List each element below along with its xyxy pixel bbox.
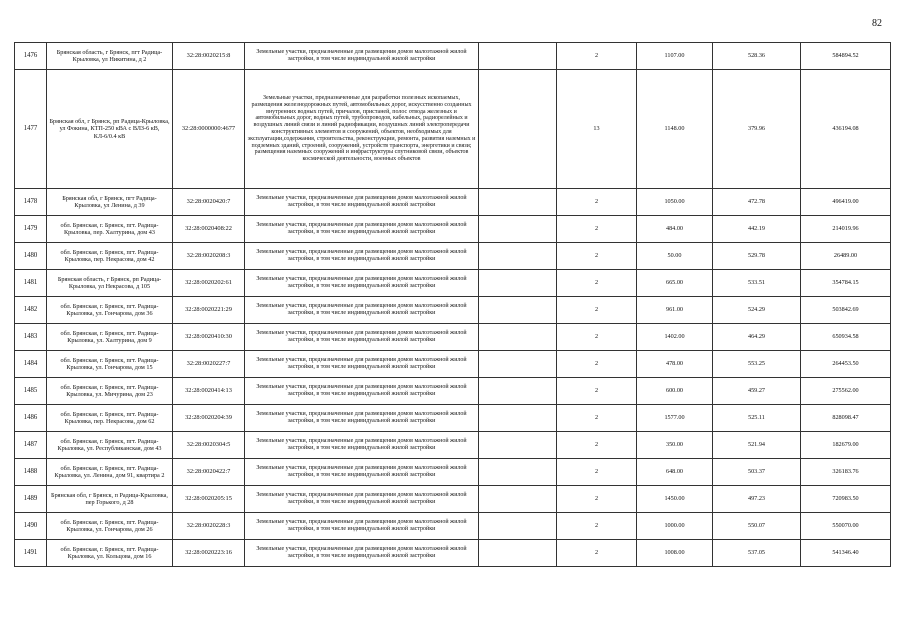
address-cell: обл. Брянская, г. Брянск, пгт. Радица-Крыловка, ул. Гончарова, дом 26 <box>47 513 173 540</box>
address-cell: обл. Брянская, г. Брянск, пгт. Радица-Крыловка, ул. Кольцова, дом 16 <box>47 540 173 567</box>
address-cell: обл. Брянская, г. Брянск, пгт. Радица-Крыловка, ул. Республиканская, дом 43 <box>47 432 173 459</box>
row-number-cell: 1483 <box>15 324 47 351</box>
table-row <box>15 297 891 324</box>
cadastral-number-cell: 32:28:0020422:7 <box>173 459 245 486</box>
empty-cell <box>479 513 557 540</box>
table-row <box>15 189 891 216</box>
cadastral-value-cell: 550070.00 <box>801 513 891 540</box>
specific-value-cell: 537.05 <box>713 540 801 567</box>
group-cell: 2 <box>557 540 637 567</box>
group-cell: 2 <box>557 324 637 351</box>
row-number-cell: 1487 <box>15 432 47 459</box>
address-cell: обл. Брянская, г. Брянск, пгт. Радица-Крыловка, ул. Гончарова, дом 36 <box>47 297 173 324</box>
group-cell: 2 <box>557 43 637 70</box>
empty-cell <box>479 216 557 243</box>
group-cell: 2 <box>557 378 637 405</box>
empty-cell <box>479 243 557 270</box>
empty-cell <box>479 189 557 216</box>
empty-cell <box>479 378 557 405</box>
cadastral-number-cell: 32:28:0020304:5 <box>173 432 245 459</box>
group-cell: 2 <box>557 351 637 378</box>
cadastral-number-cell: 32:28:0020205:15 <box>173 486 245 513</box>
empty-cell <box>479 43 557 70</box>
area-cell: 665.00 <box>637 270 713 297</box>
cadastral-value-cell: 541346.40 <box>801 540 891 567</box>
group-cell: 2 <box>557 432 637 459</box>
specific-value-cell: 529.78 <box>713 243 801 270</box>
cadastral-number-cell: 32:28:0000000:4677 <box>173 70 245 189</box>
table-row <box>15 43 891 70</box>
group-cell: 2 <box>557 270 637 297</box>
empty-cell <box>479 270 557 297</box>
area-cell: 648.00 <box>637 459 713 486</box>
cadastral-value-table <box>14 42 891 567</box>
specific-value-cell: 472.78 <box>713 189 801 216</box>
cadastral-value-cell: 275562.00 <box>801 378 891 405</box>
land-use-cell: Земельные участки, предназначенные для размещения домов малоэтажной жилой застройки, в том числе индивидуальной жилой застройки <box>245 378 479 405</box>
table-row <box>15 459 891 486</box>
row-number-cell: 1491 <box>15 540 47 567</box>
specific-value-cell: 442.19 <box>713 216 801 243</box>
group-cell: 2 <box>557 405 637 432</box>
land-use-cell: Земельные участки, предназначенные для размещения домов малоэтажной жилой застройки, в том числе индивидуальной жилой застройки <box>245 486 479 513</box>
table-body <box>15 43 891 567</box>
area-cell: 1577.00 <box>637 405 713 432</box>
address-cell: Брянская область, г Брянск, рп Радица-Крыловка, ул Некрасова, д 105 <box>47 270 173 297</box>
specific-value-cell: 379.96 <box>713 70 801 189</box>
row-number-cell: 1479 <box>15 216 47 243</box>
cadastral-value-cell: 264453.50 <box>801 351 891 378</box>
row-number-cell: 1481 <box>15 270 47 297</box>
row-number-cell: 1485 <box>15 378 47 405</box>
table-row <box>15 216 891 243</box>
land-use-cell: Земельные участки, предназначенные для размещения домов малоэтажной жилой застройки, в том числе индивидуальной жилой застройки <box>245 324 479 351</box>
row-number-cell: 1482 <box>15 297 47 324</box>
row-number-cell: 1476 <box>15 43 47 70</box>
cadastral-number-cell: 32:28:0020420:7 <box>173 189 245 216</box>
page-number: 82 <box>872 18 882 29</box>
specific-value-cell: 521.94 <box>713 432 801 459</box>
address-cell: обл. Брянская, г. Брянск, пгт. Радица-Крыловка, ул. Ленина, дом 91, квартира 2 <box>47 459 173 486</box>
cadastral-number-cell: 32:28:0020204:39 <box>173 405 245 432</box>
cadastral-number-cell: 32:28:0020223:16 <box>173 540 245 567</box>
empty-cell <box>479 70 557 189</box>
table-row <box>15 351 891 378</box>
row-number-cell: 1484 <box>15 351 47 378</box>
specific-value-cell: 550.07 <box>713 513 801 540</box>
cadastral-value-cell: 354784.15 <box>801 270 891 297</box>
land-use-cell: Земельные участки, предназначенные для размещения домов малоэтажной жилой застройки, в том числе индивидуальной жилой застройки <box>245 270 479 297</box>
land-use-cell: Земельные участки, предназначенные для размещения домов малоэтажной жилой застройки, в том числе индивидуальной жилой застройки <box>245 351 479 378</box>
address-cell: обл. Брянская, г. Брянск, пгт. Радица-Крыловка, ул. Халтурина, дом 9 <box>47 324 173 351</box>
table-row <box>15 486 891 513</box>
row-number-cell: 1477 <box>15 70 47 189</box>
address-cell: обл. Брянская, г. Брянск, пгт. Радица-Крыловка, пер. Некрасова, дом 62 <box>47 405 173 432</box>
empty-cell <box>479 297 557 324</box>
table-row <box>15 378 891 405</box>
land-use-cell: Земельные участки, предназначенные для разработки полезных ископаемых, размещения железнодорожных путей, автомобильных дорог, искусственно созданных внутренних водных путей, причалов, пристаней, полос отвода железных и автомобильных дорог, водных путей, трубопроводов, кабельных, радиорелейных и воздушных линий связи и линий радиофикации, воздушных линий электропередачи конструктивных элементов и сооружений, объектов, необходимых для эксплуатации,содержания, строительства, реконструкции, ремонта, развития наземных и подземных зданий, строений, сооружений, устройств транспорта, энергетики и связи; размещения наземных сооружений и инфраструктуры спутниковой связи, объектов космической деятельности, военных объектов <box>245 70 479 189</box>
group-cell: 2 <box>557 459 637 486</box>
table-row <box>15 324 891 351</box>
area-cell: 1402.00 <box>637 324 713 351</box>
specific-value-cell: 553.25 <box>713 351 801 378</box>
cadastral-value-cell: 214019.96 <box>801 216 891 243</box>
empty-cell <box>479 459 557 486</box>
row-number-cell: 1486 <box>15 405 47 432</box>
area-cell: 1450.00 <box>637 486 713 513</box>
land-use-cell: Земельные участки, предназначенные для размещения домов малоэтажной жилой застройки, в том числе индивидуальной жилой застройки <box>245 513 479 540</box>
cadastral-value-cell: 326183.76 <box>801 459 891 486</box>
row-number-cell: 1489 <box>15 486 47 513</box>
cadastral-number-cell: 32:28:0020208:3 <box>173 243 245 270</box>
group-cell: 2 <box>557 216 637 243</box>
area-cell: 1148.00 <box>637 70 713 189</box>
address-cell: Брянская обл, г Брянск, рп Радица-Крыловка, ул Фокина, КТП-250 кВА с ВЛЗ-6 кВ, КЛ-6/0.4 кВ <box>47 70 173 189</box>
area-cell: 600.00 <box>637 378 713 405</box>
specific-value-cell: 497.23 <box>713 486 801 513</box>
cadastral-value-cell: 503842.69 <box>801 297 891 324</box>
land-use-cell: Земельные участки, предназначенные для размещения домов малоэтажной жилой застройки, в том числе индивидуальной жилой застройки <box>245 243 479 270</box>
area-cell: 478.00 <box>637 351 713 378</box>
area-cell: 350.00 <box>637 432 713 459</box>
area-cell: 484.00 <box>637 216 713 243</box>
address-cell: Брянская область, г Брянск, пгт Радица-Крыловка, ул Никитина, д 2 <box>47 43 173 70</box>
land-use-cell: Земельные участки, предназначенные для размещения домов малоэтажной жилой застройки, в том числе индивидуальной жилой застройки <box>245 459 479 486</box>
group-cell: 13 <box>557 70 637 189</box>
empty-cell <box>479 486 557 513</box>
table-row <box>15 405 891 432</box>
land-use-cell: Земельные участки, предназначенные для размещения домов малоэтажной жилой застройки, в том числе индивидуальной жилой застройки <box>245 297 479 324</box>
group-cell: 2 <box>557 486 637 513</box>
cadastral-number-cell: 32:28:0020215:8 <box>173 43 245 70</box>
specific-value-cell: 459.27 <box>713 378 801 405</box>
empty-cell <box>479 324 557 351</box>
table-row <box>15 243 891 270</box>
address-cell: обл. Брянская, г. Брянск, пгт. Радица-Крыловка, пер. Халтурина, дом 43 <box>47 216 173 243</box>
empty-cell <box>479 351 557 378</box>
row-number-cell: 1478 <box>15 189 47 216</box>
row-number-cell: 1488 <box>15 459 47 486</box>
cadastral-number-cell: 32:28:0020228:3 <box>173 513 245 540</box>
area-cell: 1050.00 <box>637 189 713 216</box>
cadastral-value-cell: 584894.52 <box>801 43 891 70</box>
land-use-cell: Земельные участки, предназначенные для размещения домов малоэтажной жилой застройки, в том числе индивидуальной жилой застройки <box>245 432 479 459</box>
empty-cell <box>479 405 557 432</box>
row-number-cell: 1490 <box>15 513 47 540</box>
land-use-cell: Земельные участки, предназначенные для размещения домов малоэтажной жилой застройки, в том числе индивидуальной жилой застройки <box>245 540 479 567</box>
address-cell: Брянская обл, г Брянск, пгт Радица-Крыловка, ул Ленина, д 39 <box>47 189 173 216</box>
address-cell: обл. Брянская, г. Брянск, пгт. Радица-Крыловка, ул. Гончарова, дом 15 <box>47 351 173 378</box>
cadastral-number-cell: 32:28:0020227:7 <box>173 351 245 378</box>
address-cell: Брянская обл, г Брянск, п Радица-Крыловка, пер Горького, д 28 <box>47 486 173 513</box>
specific-value-cell: 524.29 <box>713 297 801 324</box>
cadastral-value-cell: 828098.47 <box>801 405 891 432</box>
land-use-cell: Земельные участки, предназначенные для размещения домов малоэтажной жилой застройки, в том числе индивидуальной жилой застройки <box>245 216 479 243</box>
group-cell: 2 <box>557 189 637 216</box>
table-row <box>15 70 891 189</box>
area-cell: 1107.00 <box>637 43 713 70</box>
specific-value-cell: 528.36 <box>713 43 801 70</box>
cadastral-value-cell: 182679.00 <box>801 432 891 459</box>
specific-value-cell: 525.11 <box>713 405 801 432</box>
specific-value-cell: 503.37 <box>713 459 801 486</box>
group-cell: 2 <box>557 243 637 270</box>
group-cell: 2 <box>557 297 637 324</box>
cadastral-number-cell: 32:28:0020414:13 <box>173 378 245 405</box>
cadastral-value-cell: 496419.00 <box>801 189 891 216</box>
address-cell: обл. Брянская, г. Брянск, пгт. Радица-Крыловка, ул. Мичурина, дом 23 <box>47 378 173 405</box>
table-row <box>15 270 891 297</box>
group-cell: 2 <box>557 513 637 540</box>
land-use-cell: Земельные участки, предназначенные для размещения домов малоэтажной жилой застройки, в том числе индивидуальной жилой застройки <box>245 43 479 70</box>
cadastral-value-cell: 650934.58 <box>801 324 891 351</box>
cadastral-number-cell: 32:28:0020202:61 <box>173 270 245 297</box>
address-cell: обл. Брянская, г. Брянск, пгт. Радица-Крыловка, пер. Некрасова, дом 42 <box>47 243 173 270</box>
specific-value-cell: 533.51 <box>713 270 801 297</box>
area-cell: 50.00 <box>637 243 713 270</box>
cadastral-value-cell: 436194.08 <box>801 70 891 189</box>
empty-cell <box>479 432 557 459</box>
table-row <box>15 432 891 459</box>
land-use-cell: Земельные участки, предназначенные для размещения домов малоэтажной жилой застройки, в том числе индивидуальной жилой застройки <box>245 189 479 216</box>
row-number-cell: 1480 <box>15 243 47 270</box>
cadastral-number-cell: 32:28:0020410:30 <box>173 324 245 351</box>
cadastral-number-cell: 32:28:0020408:22 <box>173 216 245 243</box>
area-cell: 961.00 <box>637 297 713 324</box>
table-row <box>15 513 891 540</box>
table-row <box>15 540 891 567</box>
area-cell: 1000.00 <box>637 513 713 540</box>
empty-cell <box>479 540 557 567</box>
area-cell: 1008.00 <box>637 540 713 567</box>
specific-value-cell: 464.29 <box>713 324 801 351</box>
cadastral-number-cell: 32:28:0020221:29 <box>173 297 245 324</box>
cadastral-value-cell: 720983.50 <box>801 486 891 513</box>
cadastral-value-cell: 26489.00 <box>801 243 891 270</box>
land-use-cell: Земельные участки, предназначенные для размещения домов малоэтажной жилой застройки, в том числе индивидуальной жилой застройки <box>245 405 479 432</box>
